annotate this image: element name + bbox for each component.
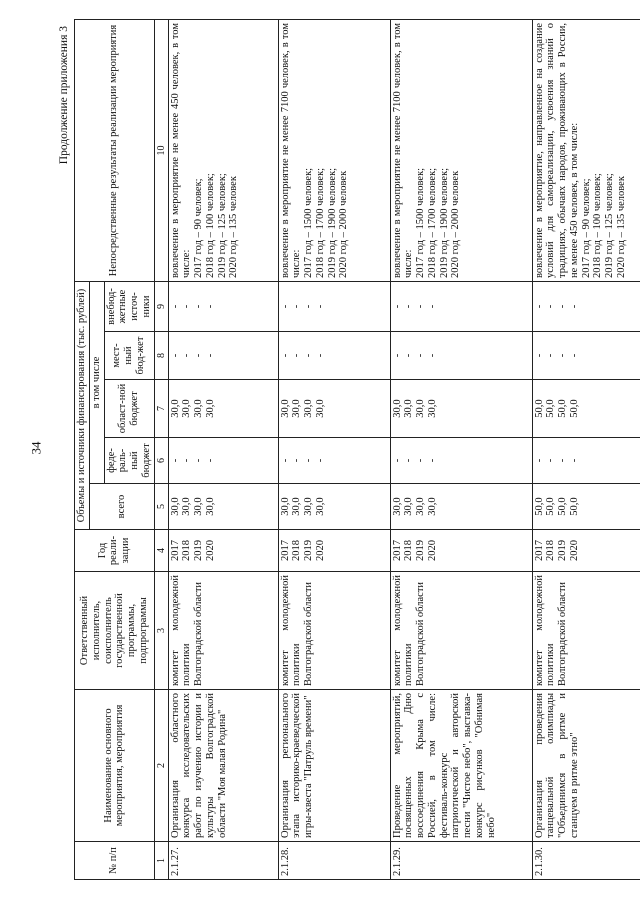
federal-budget-line: - [533,458,545,463]
federal-budget [532,438,640,484]
total-funding [278,484,390,530]
header-executor: Ответственный исполнитель, соисполнитель государственной программы, подпрограммы [75,572,155,690]
federal-budget-line: - [303,458,315,463]
result [278,20,390,282]
local-budget-line: - [415,353,427,358]
years [168,530,278,572]
federal-budget-line: - [204,458,216,463]
offbudget-sources-line: - [545,304,557,309]
regional-budget-line: 50,0 [568,399,580,418]
header-funding: Объемы и источники финансирования (тыс. рублей) [75,282,90,530]
result [532,20,640,282]
regional-budget-line: 30,0 [403,399,415,418]
rotated-landscape-page [58,20,627,880]
result-line: 2017 год – 1500 человек; [415,167,427,278]
regional-budget [532,380,640,438]
result-line: 2018 год – 100 человек; [204,173,216,278]
local-budget-line: - [314,353,326,358]
executor: комитет молодежной политики Волгоградской области [390,572,532,690]
years [532,530,640,572]
continuation-label: Продолжение приложения 3 [58,26,70,165]
regional-budget-line: 30,0 [204,399,216,418]
years-line: 2019 [415,540,427,561]
col-index: 5 [154,484,168,530]
years-line: 2020 [426,540,438,561]
federal-budget-line: - [545,458,557,463]
years [278,530,390,572]
offbudget-sources-line: - [181,304,193,309]
regional-budget-line: 30,0 [415,399,427,418]
offbudget-sources-line: - [403,304,415,309]
local-budget-line: - [181,353,193,358]
offbudget-sources-line: - [568,304,580,309]
column-index-row [154,20,168,880]
header-offbudget: внебюд-жетные источ-ники [104,282,154,332]
header-total: всего [89,484,154,530]
federal-budget-line: - [391,458,403,463]
offbudget-sources [390,282,532,332]
local-budget-line: - [193,353,205,358]
total-funding [390,484,532,530]
total-funding-line: 30,0 [426,497,438,516]
regional-budget-line: 50,0 [533,399,545,418]
local-budget-line: - [426,353,438,358]
local-budget-line: - [279,353,291,358]
header-name: Наименование основного мероприятия, мероприятия [75,690,155,842]
col-index: 8 [154,332,168,380]
local-budget-line: - [403,353,415,358]
federal-budget-line: - [314,458,326,463]
event-name: Организация областного конкурса исследовательских работ по изучению истории и культуры Волгоградской области "Моя малая Родина" [168,690,278,842]
federal-budget-line: - [279,458,291,463]
result-line: 2017 год – 90 человек; [193,178,205,278]
years-line: 2019 [557,540,569,561]
regional-budget [390,380,532,438]
total-funding [532,484,640,530]
offbudget-sources-line: - [557,304,569,309]
offbudget-sources-line: - [291,304,303,309]
regional-budget-line: 50,0 [557,399,569,418]
years-line: 2017 [391,540,403,561]
col-index: 3 [154,572,168,690]
header-year: Год реали-зации [75,530,155,572]
years-line: 2019 [193,540,205,561]
offbudget-sources [532,282,640,332]
total-funding-line: 30,0 [181,497,193,516]
total-funding-line: 30,0 [303,497,315,516]
local-budget [532,332,640,380]
local-budget-line: - [391,353,403,358]
table-row [278,20,390,880]
years-line: 2018 [181,540,193,561]
col-index: 2 [154,690,168,842]
years-line: 2017 [169,540,181,561]
offbudget-sources-line: - [314,304,326,309]
result-line: 2018 год – 100 человек; [592,173,604,278]
years-line: 2017 [279,540,291,561]
local-budget [390,332,532,380]
federal-budget-line: - [169,458,181,463]
offbudget-sources-line: - [169,304,181,309]
local-budget-line: - [291,353,303,358]
total-funding-line: 50,0 [545,497,557,516]
years-line: 2019 [303,540,315,561]
result-line: 2020 год – 135 человек [228,176,240,278]
total-funding-line: 30,0 [193,497,205,516]
local-budget [168,332,278,380]
regional-budget-line: 30,0 [426,399,438,418]
event-name: Проведение мероприятий, посвященных Дню воссоединения Крыма с Россией, в том числе: фестиваль-конкурс патриотической и авторской песни "Чистое небо", выставка-конкурс рисунков "Обнимая небо" [390,690,532,842]
federal-budget-line: - [291,458,303,463]
regional-budget-line: 30,0 [169,399,181,418]
result-line: вовлечение в мероприятие не менее 7100 человек, в том числе: [391,23,415,278]
years-line: 2020 [314,540,326,561]
row-number: 2.1.28. [278,842,390,880]
total-funding-line: 30,0 [291,497,303,516]
regional-budget [278,380,390,438]
offbudget-sources-line: - [533,304,545,309]
event-name: Организация регионального этапа историко-краеведческой игры-квеста "Патруль времени" [278,690,390,842]
years-line: 2018 [403,540,415,561]
regional-budget-line: 30,0 [391,399,403,418]
local-budget-line: - [568,353,580,358]
total-funding [168,484,278,530]
total-funding-line: 50,0 [557,497,569,516]
funding-table [74,19,640,880]
regional-budget-line: 30,0 [291,399,303,418]
offbudget-sources [168,282,278,332]
col-index: 7 [154,380,168,438]
table-row [390,20,532,880]
header-federal: феде-раль-ный бюджет [104,438,154,484]
total-funding-line: 50,0 [533,497,545,516]
local-budget-line: - [545,353,557,358]
result-line: 2017 год – 90 человек; [580,178,592,278]
header-result: Непосредственные результаты реализации мероприятия [75,20,155,282]
total-funding-line: 30,0 [169,497,181,516]
years-line: 2017 [533,540,545,561]
federal-budget-line: - [568,458,580,463]
years-line: 2018 [545,540,557,561]
page-number: 34 [28,441,44,455]
header-including: в том числе [89,282,104,484]
executor: комитет молодежной политики Волгоградской области [532,572,640,690]
offbudget-sources [278,282,390,332]
regional-budget-line: 30,0 [303,399,315,418]
federal-budget [390,438,532,484]
result-line: 2017 год – 1500 человек; [303,167,315,278]
executor: комитет молодежной политики Волгоградской области [168,572,278,690]
row-number: 2.1.29. [390,842,532,880]
col-index: 10 [154,20,168,282]
federal-budget-line: - [415,458,427,463]
local-budget-line: - [533,353,545,358]
col-index: 1 [154,842,168,880]
result-line: вовлечение в мероприятие, направленное на создание условий для самореализации, усвоения знаний о традициях, обычаях народов, проживающих в России, не менее 450 человек, в том числе: [533,23,580,278]
total-funding-line: 30,0 [279,497,291,516]
total-funding-line: 30,0 [415,497,427,516]
total-funding-line: 30,0 [403,497,415,516]
result-line: 2019 год – 1900 человек; [326,167,338,278]
table-row [168,20,278,880]
local-budget-line: - [169,353,181,358]
result-line: 2018 год – 1700 человек; [314,167,326,278]
total-funding-line: 30,0 [204,497,216,516]
total-funding-line: 50,0 [568,497,580,516]
result-line: 2019 год – 125 человек; [604,173,616,278]
result-line: 2020 год – 135 человек [615,176,627,278]
federal-budget-line: - [181,458,193,463]
federal-budget [168,438,278,484]
header-local: мест-ный бюд-жет [104,332,154,380]
result-line: 2020 год – 2000 человек [450,170,462,278]
regional-budget-line: 30,0 [193,399,205,418]
local-budget-line: - [303,353,315,358]
executor: комитет молодежной политики Волгоградской области [278,572,390,690]
row-number: 2.1.30. [532,842,640,880]
years [390,530,532,572]
local-budget [278,332,390,380]
offbudget-sources-line: - [426,304,438,309]
federal-budget-line: - [193,458,205,463]
regional-budget-line: 50,0 [545,399,557,418]
col-index: 6 [154,438,168,484]
header-num: № п/п [75,842,155,880]
col-index: 9 [154,282,168,332]
offbudget-sources-line: - [204,304,216,309]
event-name: Организация проведения танцевальной олимпиады "Объединимся в ритме и станцуем в ритме этно" [532,690,640,842]
result-line: 2019 год – 125 человек; [216,173,228,278]
col-index: 4 [154,530,168,572]
local-budget-line: - [557,353,569,358]
result-line: 2018 год – 1700 человек; [426,167,438,278]
years-line: 2018 [291,540,303,561]
total-funding-line: 30,0 [391,497,403,516]
offbudget-sources-line: - [303,304,315,309]
federal-budget-line: - [403,458,415,463]
offbudget-sources-line: - [279,304,291,309]
result-line: 2020 год – 2000 человек [338,170,350,278]
offbudget-sources-line: - [415,304,427,309]
years-line: 2020 [204,540,216,561]
regional-budget-line: 30,0 [279,399,291,418]
header-regional: област-ной бюджет [104,380,154,438]
local-budget-line: - [204,353,216,358]
federal-budget-line: - [426,458,438,463]
result-line: вовлечение в мероприятие не менее 7100 человек, в том числе: [279,23,303,278]
result-line: 2019 год – 1900 человек; [438,167,450,278]
row-number: 2.1.27. [168,842,278,880]
years-line: 2020 [568,540,580,561]
total-funding-line: 30,0 [314,497,326,516]
table-row [532,20,640,880]
regional-budget [168,380,278,438]
result [390,20,532,282]
regional-budget-line: 30,0 [314,399,326,418]
result-line: вовлечение в мероприятие не менее 450 человек, в том числе: [169,23,193,278]
offbudget-sources-line: - [193,304,205,309]
federal-budget-line: - [557,458,569,463]
federal-budget [278,438,390,484]
result [168,20,278,282]
offbudget-sources-line: - [391,304,403,309]
regional-budget-line: 30,0 [181,399,193,418]
